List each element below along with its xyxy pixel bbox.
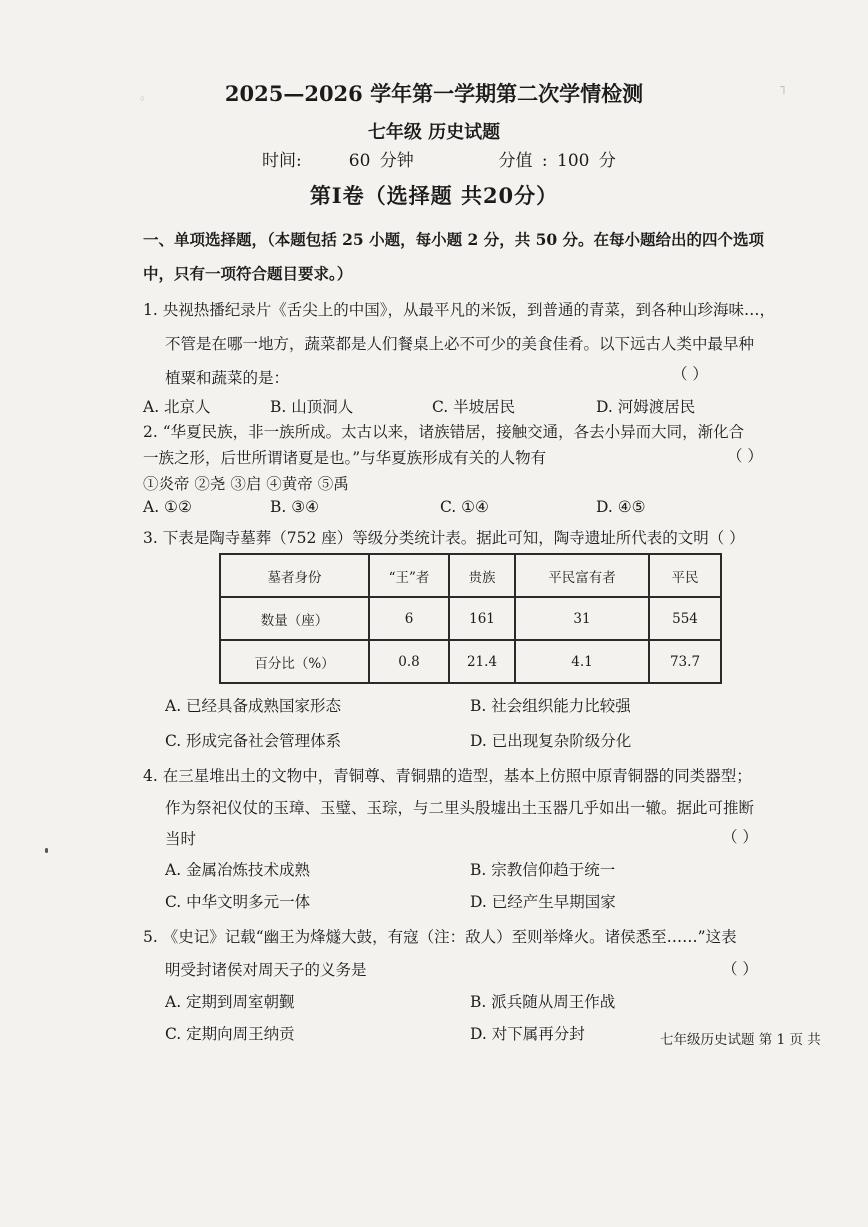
- answer-blank: （ ）: [722, 828, 758, 846]
- instructions-line: 中，只有一项符合题目要求。）: [143, 264, 353, 283]
- question-2-text: 一族之形，后世所谓诸夏是也。”与华夏族形成有关的人物有: [143, 449, 547, 467]
- exam-subtitle: 七年级 历史试题: [367, 122, 501, 143]
- exam-meta: [262, 146, 616, 171]
- table-cell: 31: [515, 597, 649, 640]
- score-label: 分值 :: [498, 151, 548, 171]
- q3-option-c: C. 形成完备社会管理体系: [165, 732, 342, 750]
- q2-option-d: D. ④⑤: [596, 498, 646, 516]
- q5-option-c: C. 定期向周王纳贡: [165, 1025, 295, 1043]
- question-4-text: 当时: [165, 830, 197, 848]
- table-cell: 21.4: [449, 640, 515, 683]
- q5-option-d: D. 对下属再分封: [470, 1025, 585, 1043]
- q1-option-c: C. 半坡居民: [432, 398, 516, 416]
- time-label: 时间:: [262, 151, 302, 171]
- tomb-statistics-table: [219, 553, 722, 684]
- bleed-through-text: ┐: [780, 80, 788, 95]
- q2-option-b: B. ③④: [270, 498, 320, 516]
- table-cell: 4.1: [515, 640, 649, 683]
- question-3-text: 3. 下表是陶寺墓葬（752 座）等级分类统计表。据此可知，陶寺遗址所代表的文明（ ）: [143, 529, 745, 547]
- table-cell: 161: [449, 597, 515, 640]
- table-cell: 73.7: [649, 640, 721, 683]
- q1-option-d: D. 河姆渡居民: [596, 398, 696, 416]
- q4-option-c: C. 中华文明多元一体: [165, 893, 311, 911]
- page-footer: 七年级历史试题 第 1 页 共: [660, 1032, 821, 1048]
- score-value: 100 分: [557, 151, 616, 171]
- section-title: 第Ⅰ卷（选择题 共20分）: [309, 183, 559, 208]
- question-1-text: 1. 央视热播纪录片《舌尖上的中国》，从最平凡的米饭，到普通的青菜，到各种山珍海味…，: [143, 301, 775, 319]
- table-cell: 百分比（%）: [220, 640, 369, 683]
- table-cell: 数量（座）: [220, 597, 369, 640]
- q1-option-b: B. 山顶洞人: [270, 398, 354, 416]
- question-1-text: 不管是在哪一地方，蔬菜都是人们餐桌上必不可少的美食佳肴。以下远古人类中最早种: [165, 335, 755, 353]
- table-header-cell: “王”者: [369, 554, 449, 597]
- time-value: 60 分钟: [348, 151, 414, 171]
- table-header-cell: 平民富有者: [515, 554, 649, 597]
- bleed-through-text: 。: [140, 88, 154, 103]
- table-header-cell: 平民: [649, 554, 721, 597]
- question-2-items: ①炎帝 ②尧 ③启 ④黄帝 ⑤禹: [143, 475, 349, 493]
- q2-option-a: A. ①②: [143, 498, 192, 516]
- question-4-text: 4. 在三星堆出土的文物中，青铜尊、青铜鼎的造型，基本上仿照中原青铜器的同类器型；: [143, 767, 752, 785]
- exam-title: 2025—2026 学年第一学期第二次学情检测: [224, 81, 644, 106]
- answer-blank: （ ）: [672, 365, 708, 383]
- q5-option-a: A. 定期到周室朝觐: [165, 993, 295, 1011]
- table-cell: 554: [649, 597, 721, 640]
- question-5-text: 明受封诸侯对周天子的义务是: [165, 961, 367, 979]
- q3-option-b: B. 社会组织能力比较强: [470, 697, 631, 715]
- q2-option-c: C. ①④: [440, 498, 489, 516]
- q3-option-d: D. 已出现复杂阶级分化: [470, 732, 632, 750]
- question-4-text: 作为祭祀仪仗的玉璋、玉璧、玉琮，与二里头殷墟出土玉器几乎如出一辙。据此可推断: [165, 799, 755, 817]
- answer-blank: （ ）: [727, 447, 763, 465]
- instructions-line: 一、单项选择题，（本题包括 25 小题，每小题 2 分，共 50 分。在每小题给出的四个选项: [143, 230, 765, 249]
- q4-option-d: D. 已经产生早期国家: [470, 893, 616, 911]
- table-row: [220, 597, 721, 640]
- table-row: [220, 640, 721, 683]
- table-header-cell: 贵族: [449, 554, 515, 597]
- q5-option-b: B. 派兵随从周王作战: [470, 993, 616, 1011]
- question-1-text: 植粟和蔬菜的是：: [165, 369, 290, 387]
- table-cell: 6: [369, 597, 449, 640]
- q4-option-b: B. 宗教信仰趋于统一: [470, 861, 616, 879]
- question-5-text: 5. 《史记》记载“幽王为烽燧大鼓，有寇（注：敌人）至则举烽火。诸侯悉至……”这表: [143, 928, 737, 946]
- table-header-cell: 墓者身份: [220, 554, 369, 597]
- table-header-row: [220, 554, 721, 597]
- scan-speck: [45, 848, 48, 853]
- answer-blank: （ ）: [722, 960, 758, 978]
- q1-option-a: A. 北京人: [143, 398, 211, 416]
- table-cell: 0.8: [369, 640, 449, 683]
- q4-option-a: A. 金属冶炼技术成熟: [165, 861, 311, 879]
- q3-option-a: A. 已经具备成熟国家形态: [165, 697, 342, 715]
- question-2-text: 2. “华夏民族，非一族所成。太古以来，诸族错居，接触交通，各去小异而大同，渐化合: [143, 423, 745, 441]
